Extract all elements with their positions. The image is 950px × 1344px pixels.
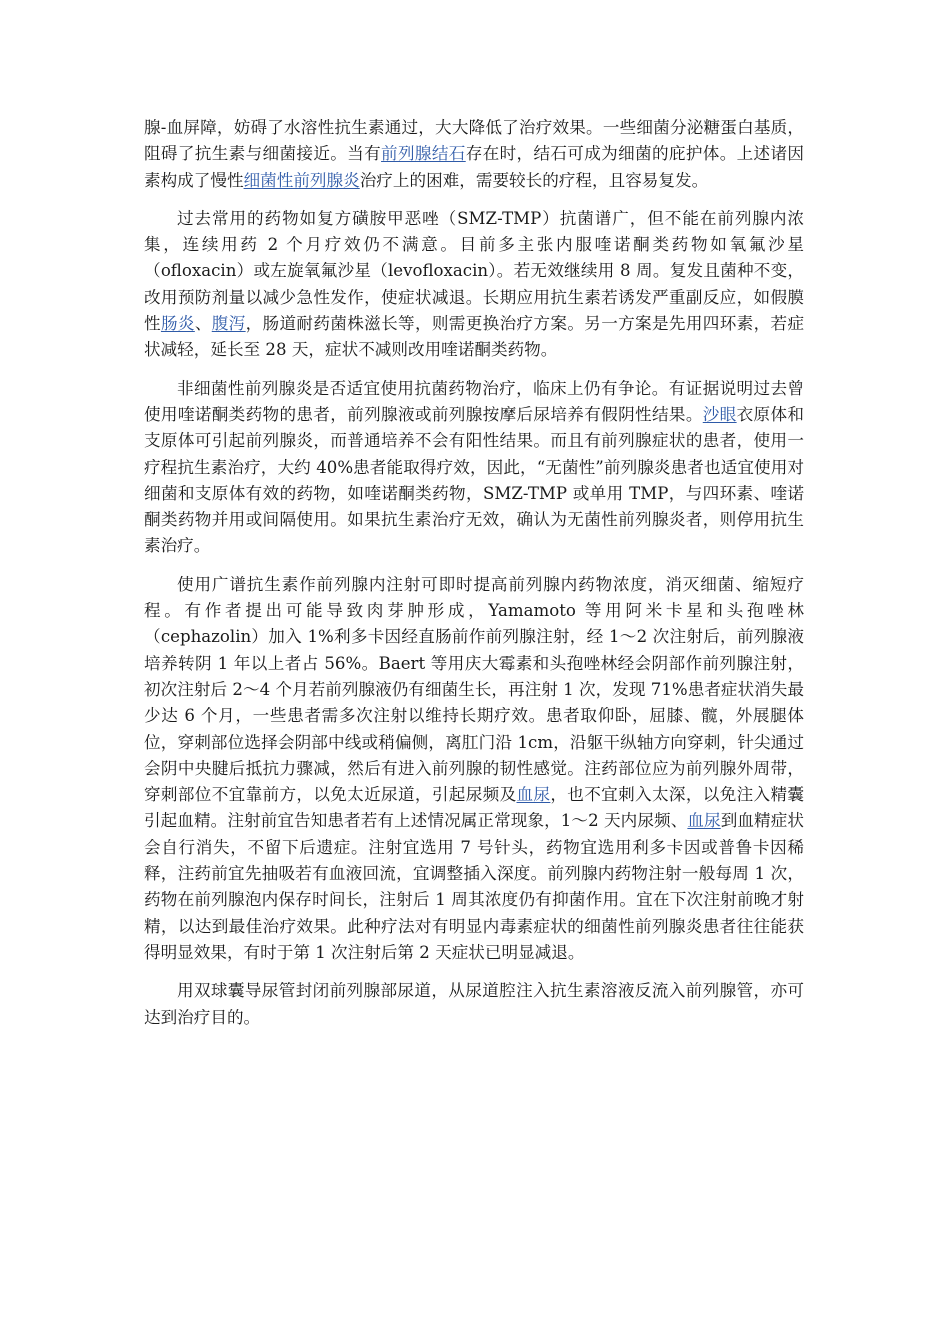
text-segment: 使用广谱抗生素作前列腺内注射可即时提高前列腺内药物浓度，消灭细菌、缩短疗程。有作者提出可能导致肉芽肿形成，Yamamoto 等用阿米卡星和头孢唑林（cephazolin）加入 1%利多卡因经直肠前作前列腺注射，经 1～2 次注射后，前列腺液培养转阴 1 年以上者占 56%。Baert 等用庆大霉素和头孢唑林经会阴部作前列腺注射，初次注射后 2～4 个月若前列腺液仍有细菌生长，再注射 1 次，发现 71%患者症状消失最少达 6 个月，一些患者需多次注射以维持长期疗效。患者取仰卧，屈膝、髋，外展腿体位，穿刺部位选择会阴部中线或稍偏侧，离肛门沿 1cm，沿躯干纵轴方向穿刺，针尖通过会阴中央腱后抵抗力骤减，然后有进入前列腺的韧性感觉。注药部位应为前列腺外周带，穿刺部位不宜靠前方，以免太近尿道，引起尿频及 — [144, 574, 804, 805]
text-segment: ，肠道耐药菌株滋长等，则需更换治疗方案。另一方案是先用四环素，若症状减轻，延长至 28 天，症状不减则改用喹诺酮类药物。 — [144, 314, 805, 360]
text-segment: 腺-血屏障，妨碍了水溶性抗生素通过，大大降低了治疗效果。一些细菌分泌糖蛋白基质，阻碍了抗生素与细菌接近。当有 — [144, 118, 804, 164]
text-segment: 到血精症状会自行消失，不留下后遗症。注射宜选用 7 号针头，药物宜选用利多卡因或普鲁卡因稀释，注药前宜先抽吸若有血液回流，宜调整插入深度。前列腺内药物注射一般每周 1 次，药物在前列腺泡内保存时间长，注射后 1 周其浓度仍有抑菌作用。宜在下次注射前晚才射精，以达到最佳治疗效果。此种疗法对有明显内毒素症状的细菌性前列腺炎患者往往能获得明显效果，有时于第 1 次注射后第 2 天症状已明显减退。 — [144, 811, 804, 962]
text-segment: 衣原体和支原体可引起前列腺炎，而普通培养不会有阳性结果。而且有前列腺症状的患者，使用一疗程抗生素治疗，大约 40%患者能取得疗效，因此，“无菌性”前列腺炎患者也适宜使用对细菌和支原体有效的药物，如喹诺酮类药物，SMZ-TMP 或单用 TMP，与四环素、喹诺酮类药物并用或间隔使用。如果抗生素治疗无效，确认为无菌性前列腺炎者，则停用抗生素治疗。 — [144, 404, 805, 556]
text-segment: 存在时，结石可成为细菌的庇护体。上述诸因素构成了慢性 — [144, 144, 805, 190]
link-prostate-stones[interactable]: 前列腺结石 — [381, 144, 466, 164]
text-segment: ，也不宜刺入太深，以免注入精囊引起血精。注射前宜告知患者若有上述情况属正常现象，1～2 天内尿频、 — [144, 785, 805, 831]
text-segment: 、 — [194, 314, 212, 334]
link-trachoma[interactable]: 沙眼 — [702, 404, 737, 424]
paragraph-2 — [144, 206, 804, 364]
link-hematuria[interactable]: 血尿 — [516, 785, 551, 805]
link-hematuria-2[interactable]: 血尿 — [687, 811, 721, 831]
text-segment: 非细菌性前列腺炎是否适宜使用抗菌药物治疗，临床上仍有争论。有证据说明过去曾使用喹诺酮类药物的患者，前列腺液或前列腺按摩后尿培养有假阴性结果。 — [144, 378, 804, 424]
paragraph-1 — [144, 115, 804, 194]
document-page — [144, 115, 804, 1043]
link-bacterial-prostatitis[interactable]: 细菌性前列腺炎 — [243, 170, 360, 190]
link-diarrhea[interactable]: 腹泻 — [211, 314, 246, 334]
paragraph-5 — [144, 978, 804, 1031]
text-segment: 治疗上的困难，需要较长的疗程，且容易复发。 — [359, 170, 709, 190]
paragraph-3 — [144, 376, 804, 560]
text-segment: 用双球囊导尿管封闭前列腺部尿道，从尿道腔注入抗生素溶液反流入前列腺管，亦可达到治疗目的。 — [144, 981, 804, 1027]
link-enteritis[interactable]: 肠炎 — [160, 314, 195, 334]
text-segment: 过去常用的药物如复方磺胺甲恶唑（SMZ-TMP）抗菌谱广，但不能在前列腺内浓集，连续用药 2 个月疗效仍不满意。目前多主张内服喹诺酮类药物如氧氟沙星（ofloxacin）或左旋氧氟沙星（levofloxacin）。若无效继续用 8 周。复发且菌种不变，改用预防剂量以减少急性发作，使症状减退。长期应用抗生素若诱发严重副反应，如假膜性 — [144, 208, 804, 334]
paragraph-4 — [144, 572, 804, 966]
